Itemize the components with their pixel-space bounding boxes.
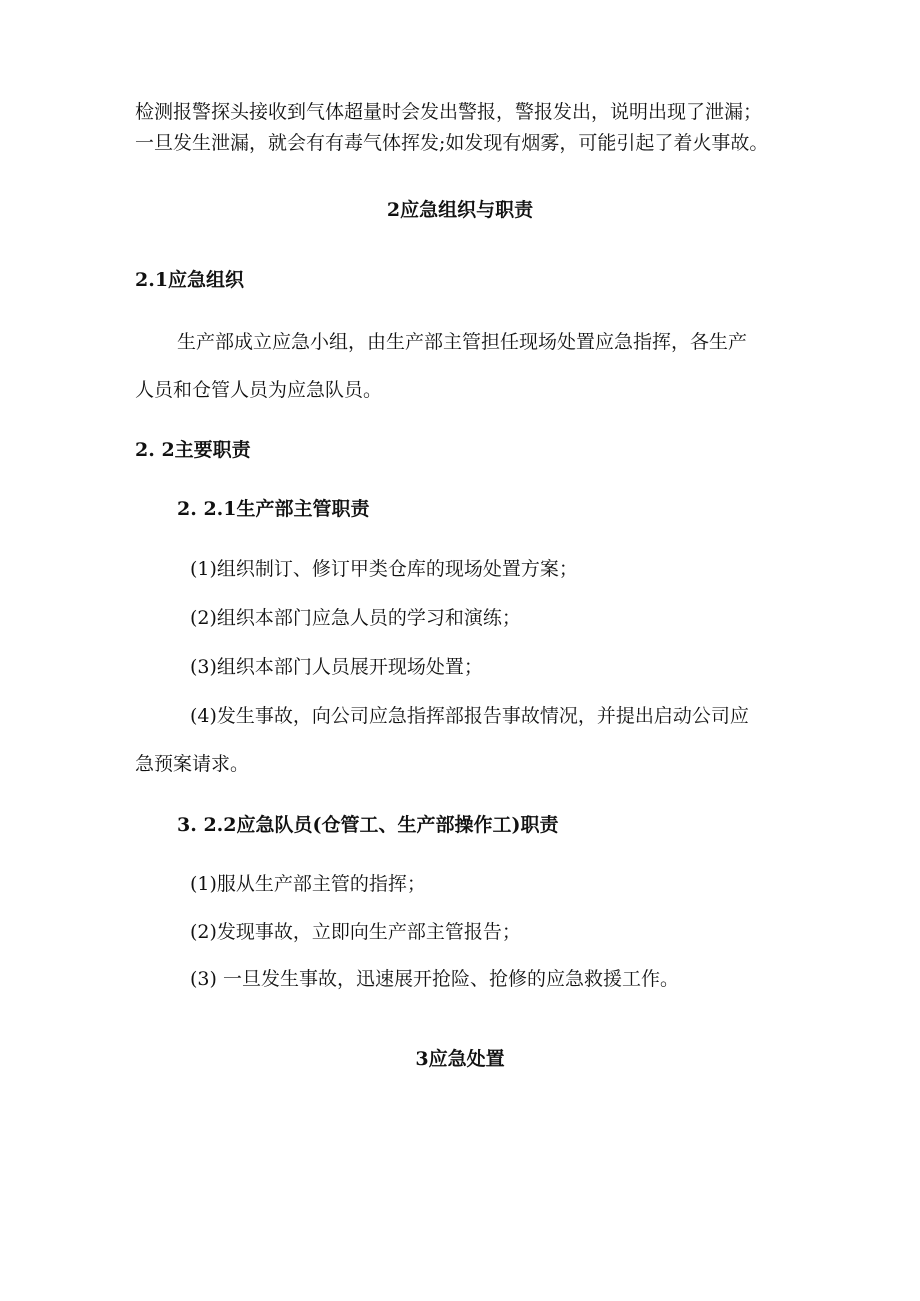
paragraph-2-1-line-1: 生产部成立应急小组，由生产部主管担任现场处置应急指挥，各生产 — [177, 331, 748, 353]
duty-list-item: (3) 一旦发生事故，迅速展开抢险、抢修的应急救援工作。 — [190, 968, 679, 990]
duty-list-item: (3)组织本部门人员展开现场处置； — [190, 656, 483, 678]
duty-list-item: (2)组织本部门应急人员的学习和演练； — [190, 607, 521, 629]
duty-list-item-continuation: 急预案请求。 — [135, 753, 250, 775]
duty-list-item: (4)发生事故，向公司应急指挥部报告事故情况，并提出启动公司应 — [190, 705, 749, 727]
subsection-2-1-heading: 2.1应急组织 — [135, 269, 245, 291]
duty-list-item: (2)发现事故，立即向生产部主管报告； — [190, 921, 521, 943]
subsection-2-2-heading: 2. 2主要职责 — [135, 439, 251, 461]
intro-line-2: 一旦发生泄漏，就会有有毒气体挥发;如发现有烟雾，可能引起了着火事故。 — [135, 132, 769, 154]
intro-line-1: 检测报警探头接收到气体超量时会发出警报，警报发出，说明出现了泄漏； — [135, 101, 763, 123]
paragraph-2-1-line-2: 人员和仓管人员为应急队员。 — [135, 379, 383, 401]
section-2-heading: 2应急组织与职责 — [386, 199, 534, 221]
duty-list-item: (1)组织制订、修订甲类仓库的现场处置方案； — [190, 558, 578, 580]
duty-2-2-2-heading: 3. 2.2应急队员(仓管工、生产部操作工)职责 — [177, 814, 559, 836]
duty-list-item: (1)服从生产部主管的指挥； — [190, 873, 426, 895]
section-3-heading: 3应急处置 — [415, 1048, 505, 1070]
duty-2-2-1-heading: 2. 2.1生产部主管职责 — [177, 498, 370, 520]
